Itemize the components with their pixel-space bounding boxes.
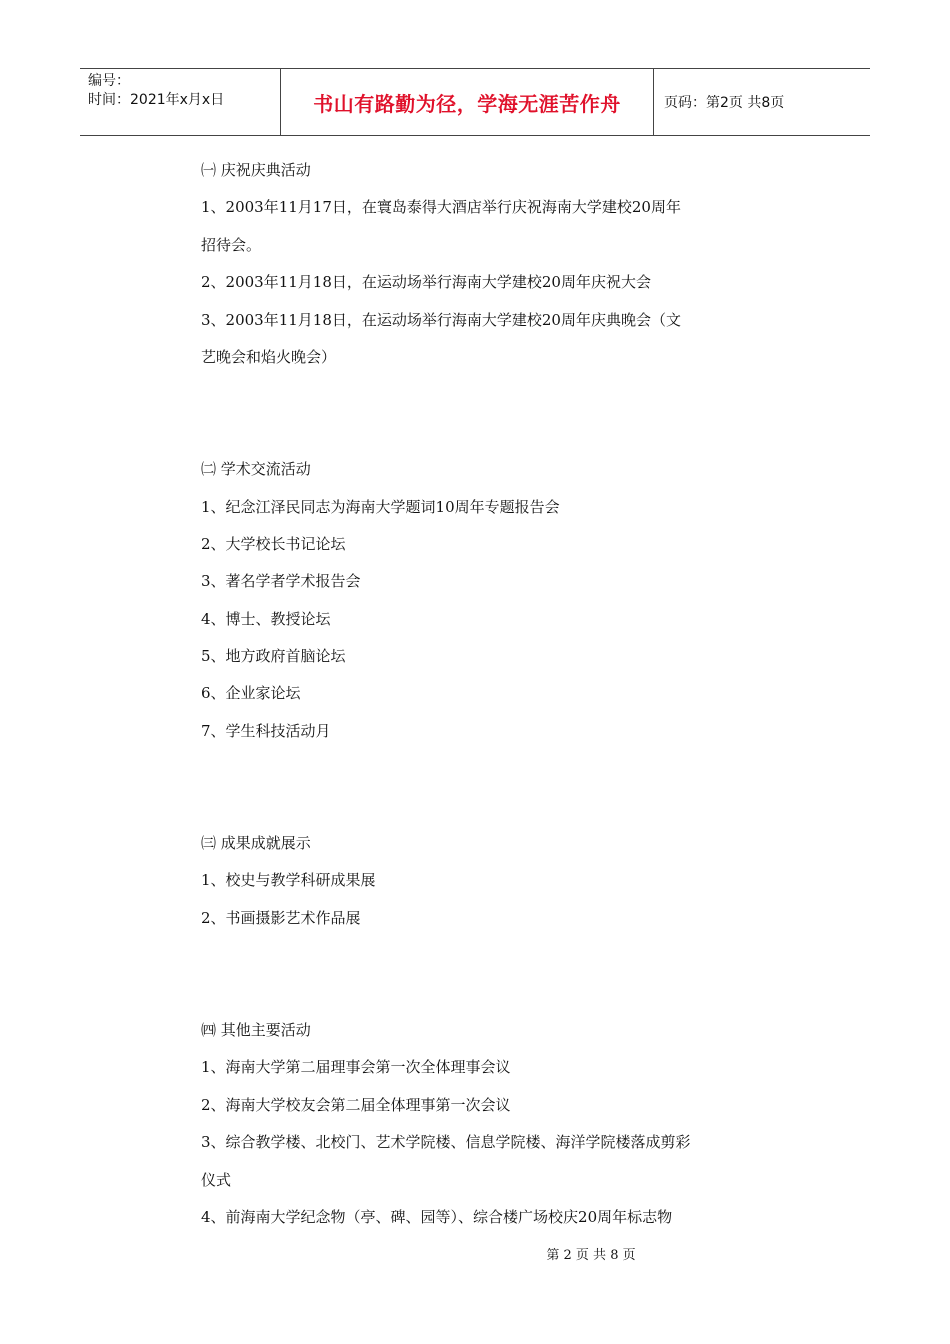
header-page-info: 页码：第2页 共8页 bbox=[664, 95, 785, 111]
section-spacer bbox=[201, 376, 761, 451]
section-spacer bbox=[201, 750, 761, 825]
list-item: 4、前海南大学纪念物（亭、碑、园等）、综合楼广场校庆20周年标志物 bbox=[201, 1207, 673, 1226]
list-item: 1、2003年11月17日，在寰岛泰得大酒店举行庆祝海南大学建校20周年 bbox=[201, 198, 681, 217]
header-motto: 书山有路勤为径，学海无涯苦作舟 bbox=[281, 69, 654, 135]
list-item: 2、2003年11月18日，在运动场举行海南大学建校20周年庆祝大会 bbox=[201, 273, 651, 292]
section-heading-achievements: ㈢ 成果成就展示 bbox=[201, 834, 311, 853]
header-meta bbox=[80, 69, 281, 135]
section-heading-other: ㈣ 其他主要活动 bbox=[201, 1021, 311, 1040]
section-heading-academic: ㈡ 学术交流活动 bbox=[201, 460, 311, 479]
document-number-label: 编号： bbox=[88, 73, 130, 89]
list-item: 1、纪念江泽民同志为海南大学题词10周年专题报告会 bbox=[201, 497, 560, 516]
list-item: 2、大学校长书记论坛 bbox=[201, 534, 346, 553]
document-body bbox=[201, 152, 761, 1236]
list-item: 6、企业家论坛 bbox=[201, 684, 301, 703]
list-item: 1、海南大学第二届理事会第一次全体理事会议 bbox=[201, 1058, 511, 1077]
list-item-continuation: 艺晚会和焰火晚会） bbox=[201, 347, 337, 366]
list-item: 5、地方政府首脑论坛 bbox=[201, 647, 346, 666]
list-item: 7、学生科技活动月 bbox=[201, 721, 331, 740]
section-spacer bbox=[201, 937, 761, 1012]
list-item: 4、博士、教授论坛 bbox=[201, 609, 331, 628]
list-item: 3、综合教学楼、北校门、艺术学院楼、信息学院楼、海洋学院楼落成剪彩 bbox=[201, 1133, 691, 1152]
list-item: 2、书画摄影艺术作品展 bbox=[201, 908, 361, 927]
document-time-label: 时间：2021年x月x日 bbox=[88, 92, 225, 108]
list-item: 2、海南大学校友会第二届全体理事第一次会议 bbox=[201, 1095, 511, 1114]
list-item-continuation: 仪式 bbox=[201, 1170, 232, 1189]
list-item: 3、著名学者学术报告会 bbox=[201, 572, 361, 591]
section-heading-celebration: ㈠ 庆祝庆典活动 bbox=[201, 161, 311, 179]
list-item-continuation: 招待会。 bbox=[201, 235, 262, 254]
page-header bbox=[80, 68, 870, 136]
list-item: 3、2003年11月18日，在运动场举行海南大学建校20周年庆典晚会（文 bbox=[201, 310, 681, 329]
page-footer: 第 2 页 共 8 页 bbox=[546, 1248, 636, 1263]
list-item: 1、校史与教学科研成果展 bbox=[201, 871, 376, 890]
